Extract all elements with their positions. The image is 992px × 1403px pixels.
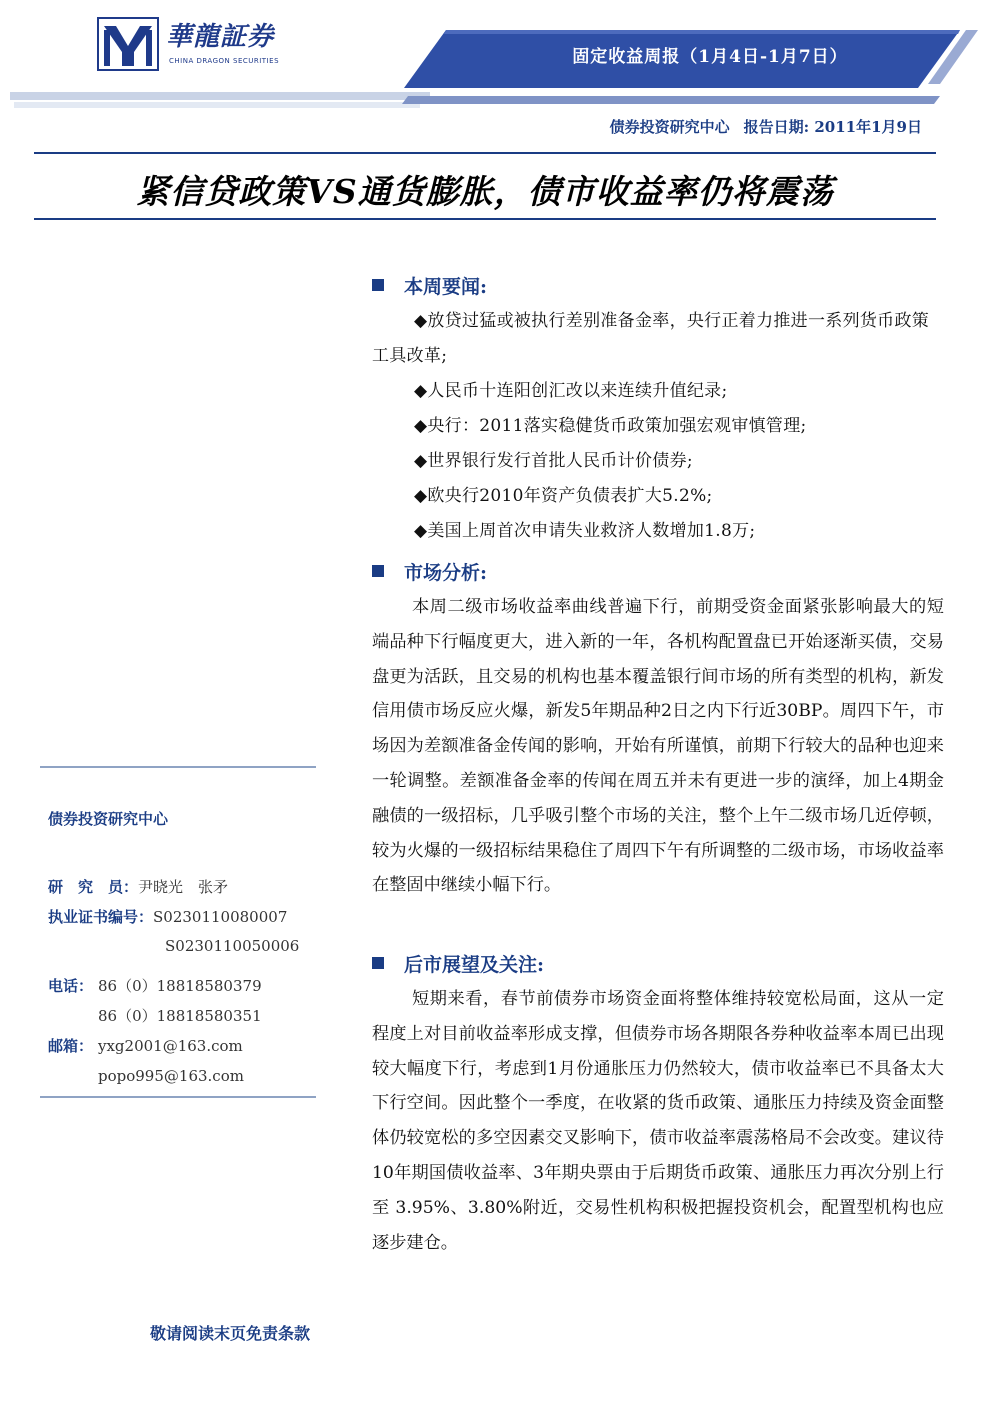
news-item: ◆央行：2011落实稳健货币政策加强宏观审慎管理; xyxy=(414,416,807,436)
report-date: 报告日期: 2011年1月9日 xyxy=(743,118,922,136)
email-address[interactable]: yxg2001@163.com xyxy=(98,1037,243,1055)
section-heading-market: 市场分析: xyxy=(372,558,487,585)
license-number: S0230110050006 xyxy=(165,937,300,955)
news-item: ◆世界银行发行首批人民币计价债券; xyxy=(414,451,693,471)
researcher-label: 研 究 员： xyxy=(48,878,139,896)
news-item: ◆人民币十连阳创汇改以来连续升值纪录; xyxy=(414,381,728,401)
logo-subtitle: CHINA DRAGON SECURITIES xyxy=(169,57,280,65)
email-address[interactable]: popo995@163.com xyxy=(98,1067,244,1085)
banner-title: 固定收益周报（1月4日-1月7日） xyxy=(572,47,848,67)
email-row xyxy=(48,1035,243,1056)
email-row-2 xyxy=(98,1067,244,1085)
section-heading-outlook: 后市展望及关注: xyxy=(372,950,544,977)
page-title: 紧信贷政策VS通货膨胀，债市收益率仍将震荡 xyxy=(136,172,834,211)
license-number: S0230110080007 xyxy=(153,908,288,926)
email-label: 邮箱： xyxy=(48,1037,94,1055)
outlook-text xyxy=(372,982,944,1260)
phone-number: 86（0）18818580379 xyxy=(98,977,262,995)
square-bullet-icon xyxy=(372,279,384,291)
market-paragraph: 本周二级市场收益率曲线普遍下行，前期受资金面紧张影响最大的短端品种下行幅度更大，进入新的一年，各机构配置盘已开始逐渐买债，交易盘更为活跃，且交易的机构也基本覆盖银行间市场的所有类型的机构，新发信用债市场反应火爆，新发5年期品种2日之内下行近30BP。周四下午，市场因为差额准备金传闻的影响，开始有所谨慎，前期下行较大的品种也迎来一轮调整。差额准备金率的传闻在周五并未有更进一步的演绎，加上4期金融债的一级招标，几乎吸引整个市场的关注，整个上午二级市场几近停顿，较为火爆的一级招标结果稳住了周四下午有所调整的二级市场，市场收益率在整固中继续小幅下行。 xyxy=(372,597,944,896)
researcher-row xyxy=(48,876,228,897)
sidebar-department: 债券投资研究中心 xyxy=(48,810,169,828)
news-list xyxy=(372,304,946,549)
title-divider xyxy=(34,218,936,220)
disclaimer-note: 敬请阅读末页免责条款 xyxy=(150,1324,311,1343)
phone-row xyxy=(48,975,262,996)
sidebar-top-divider xyxy=(40,766,316,768)
phone-label: 电话： xyxy=(48,977,94,995)
department-label: 债券投资研究中心 xyxy=(609,118,730,136)
news-item: ◆美国上周首次申请失业救济人数增加1.8万; xyxy=(414,521,756,541)
phone-row-2 xyxy=(98,1005,262,1026)
phone-number: 86（0）18818580351 xyxy=(98,1007,262,1025)
square-bullet-icon xyxy=(372,565,384,577)
section-heading-news: 本周要闻: xyxy=(372,272,487,299)
report-meta xyxy=(610,116,922,137)
header-banner xyxy=(0,26,992,112)
market-analysis-text xyxy=(372,590,944,903)
license-label: 执业证书编号： xyxy=(48,908,154,926)
license-row-2 xyxy=(165,937,299,955)
news-item: ◆放贷过猛或被执行差别准备金率，央行正着力推进一系列货币政策工具改革; xyxy=(372,311,930,366)
license-row xyxy=(48,906,287,927)
outlook-paragraph: 短期来看，春节前债券市场资金面将整体维持较宽松局面，这从一定程度上对目前收益率形成支撑，但债券市场各期限各券种收益率本周已出现较大幅度下行，考虑到1月份通胀压力仍然较大，债市收益率已不具备太大下行空间。因此整个一季度，在收紧的货币政策、通胀压力持续及资金面整体仍较宽松的多空因素交叉影响下，债市收益率震荡格局不会改变。建议待10年期国债收益率、3年期央票由于后期货币政策、通胀压力再次分别上行至 3.95%、3.80%附近，交易性机构积极把握投资机会，配置型机构也应逐步建仓。 xyxy=(372,989,944,1253)
researcher-names: 尹晓光 张矛 xyxy=(138,878,229,896)
square-bullet-icon xyxy=(372,957,384,969)
sidebar-bottom-divider xyxy=(40,1096,316,1098)
top-divider xyxy=(34,152,936,154)
news-item: ◆欧央行2010年资产负债表扩大5.2%; xyxy=(414,486,713,506)
logo-brand-text: 華龍証券 xyxy=(166,22,275,52)
